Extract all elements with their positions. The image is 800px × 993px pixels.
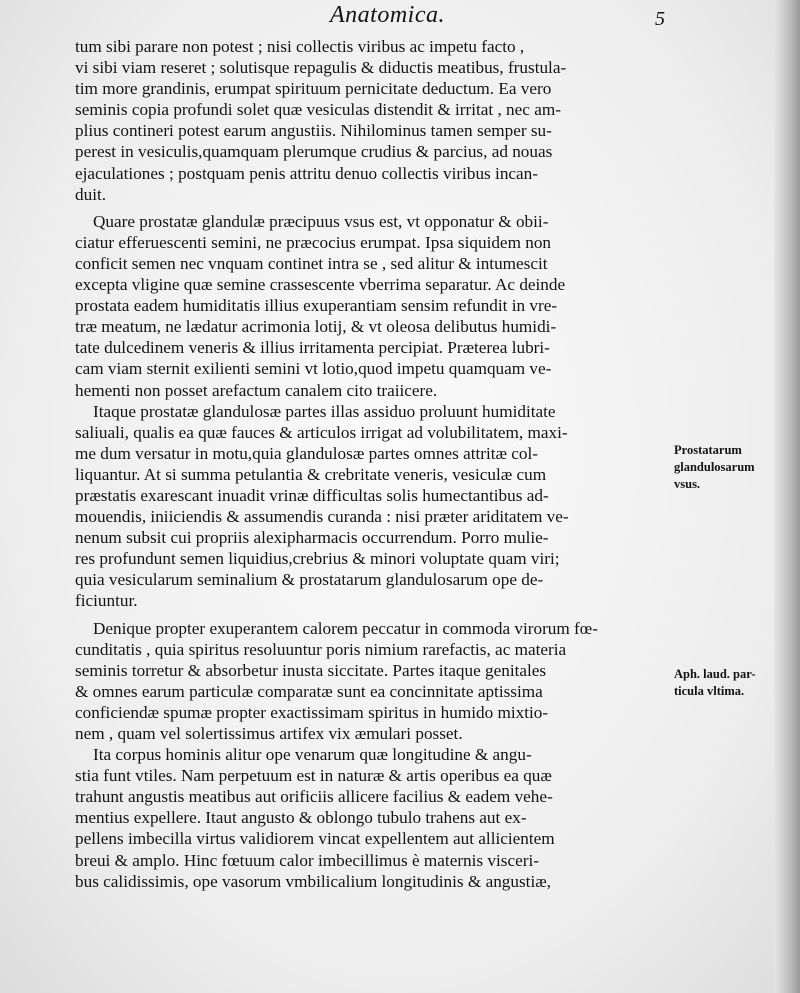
page-number: 5	[655, 8, 665, 30]
text-line: træ meatum, ne lædatur acrimonia lotij, & vt oleosa delibutus humidi-	[75, 317, 557, 337]
paragraph-5	[75, 744, 667, 892]
paragraph-4	[75, 618, 667, 745]
text-line: saliuali, qualis ea quæ fauces & articulos irrigat ad volubilitatem, maxi-	[75, 422, 568, 442]
margin-note-prostate	[674, 442, 786, 493]
text-line: mentius expellere. Itaut angusto & oblongo tubulo trahens aut ex-	[75, 808, 527, 828]
text-line: trahunt angustis meatibus aut orificiis allicere facilius & eadem vehe-	[75, 787, 553, 807]
main-text	[75, 36, 667, 892]
text-line: Quare prostatæ glandulæ præcipuus vsus est, vt opponatur & obii-	[93, 211, 549, 231]
margin-note-line: Aph. laud. par-	[674, 667, 756, 681]
text-line: nenum subsit cui propriis alexipharmacis occurrendum. Porro mulie-	[75, 528, 549, 548]
text-line: tum sibi parare non potest ; nisi collectis viribus ac impetu facto ,	[75, 37, 525, 56]
text-line: hementi non posset arefactum canalem cito traiicere.	[75, 380, 438, 400]
text-line: plius contineri potest earum angustiis. Nihilominus tamen semper su-	[75, 121, 552, 141]
text-line: Denique propter exuperantem calorem peccatur in commoda virorum fœ-	[93, 618, 598, 638]
margin-note-line: Prostatarum	[674, 443, 742, 457]
text-line: perest in vesiculis,quamquam plerumque crudius & parcius, ad nouas	[75, 142, 553, 162]
text-line: liquantur. At si summa petulantia & crebritate veneris, vesiculæ cum	[75, 464, 547, 484]
text-line: cunditatis , quia spiritus resoluuntur poris nimium rarefactis, ac materia	[75, 639, 567, 659]
running-head: Anatomica.	[330, 2, 445, 28]
text-line: res profundunt semen liquidius,crebrius & minori voluptate quam viri;	[75, 549, 560, 569]
text-line: seminis torretur & absorbetur inusta siccitate. Partes itaque genitales	[75, 660, 547, 680]
text-line: mouendis, iniiciendis & assumendis curanda : nisi præter ariditatem ve-	[75, 507, 569, 527]
text-line: & omnes earum particulæ comparatæ sunt ea concinnitate aptissima	[75, 681, 543, 701]
margin-note-line: glandulosarum	[674, 460, 755, 474]
text-line: bus calidissimis, ope vasorum vmbilicalium longitudinis & angustiæ,	[75, 871, 551, 891]
margin-note-aphorism	[674, 666, 786, 700]
text-line: conficit semen nec vnquam continet intra se , sed alitur & intumescit	[75, 253, 548, 273]
text-line: nem , quam vel solertissimus artifex vix æmulari posset.	[75, 724, 463, 743]
text-line: stia funt vtiles. Nam perpetuum est in naturæ & artis operibus ea quæ	[75, 766, 552, 786]
paragraph-2	[75, 211, 667, 401]
text-line: pellens imbecilla virtus validiorem vincat expellentem aut allicientem	[75, 829, 555, 849]
paragraph-1	[75, 36, 667, 205]
text-line: Ita corpus hominis alitur ope venarum quæ longitudine & angu-	[93, 745, 532, 765]
text-line: ciatur efferuescenti semini, ne præcocius erumpat. Ipsa siquidem non	[75, 232, 552, 252]
text-line: prostata eadem humiditatis illius exuperantiam sensim refundit in vre-	[75, 296, 558, 316]
text-line: vi sibi viam reseret ; solutisque repagulis & diductis meatibus, frustula-	[75, 58, 567, 78]
text-line: Itaque prostatæ glandulosæ partes illas assiduo proluunt humiditate	[93, 401, 556, 421]
text-line: duit.	[75, 184, 107, 204]
paragraph-3	[75, 401, 667, 612]
text-line: breui & amplo. Hinc fœtuum calor imbecillimus è maternis visceri-	[75, 850, 539, 870]
text-line: me dum versatur in motu,quia glandulosæ partes omnes attritæ col-	[75, 443, 539, 463]
text-line: cam viam sternit exilienti semini vt lotio,quod impetu quamquam ve-	[75, 359, 552, 379]
text-line: conficiendæ spumæ propter exactissimam spiritus in humido mixtio-	[75, 702, 549, 722]
text-line: quia vesicularum seminalium & prostatarum glandulosarum ope de-	[75, 570, 544, 590]
text-line: ejaculationes ; postquam penis attritu denuo collectis viribus incan-	[75, 163, 538, 183]
text-line: excepta vligine quæ semine crassescente vberrima separatur. Ac deinde	[75, 275, 566, 295]
page-edge-shadow	[774, 0, 800, 993]
text-line: tim more grandinis, erumpat spirituum pernicitate deductum. Ea vero	[75, 79, 552, 99]
text-line: seminis copia profundi solet quæ vesiculas distendit & irritat , nec am-	[75, 100, 561, 120]
text-line: præstatis exarescant inuadit vrinæ difficultas solis humectantibus ad-	[75, 485, 549, 505]
text-line: ficiuntur.	[75, 591, 138, 611]
text-line: tate dulcedinem veneris & illius irritamenta percipiat. Præterea lubri-	[75, 338, 550, 358]
margin-note-line: vsus.	[674, 477, 701, 491]
margin-note-line: ticula vltima.	[674, 684, 745, 698]
